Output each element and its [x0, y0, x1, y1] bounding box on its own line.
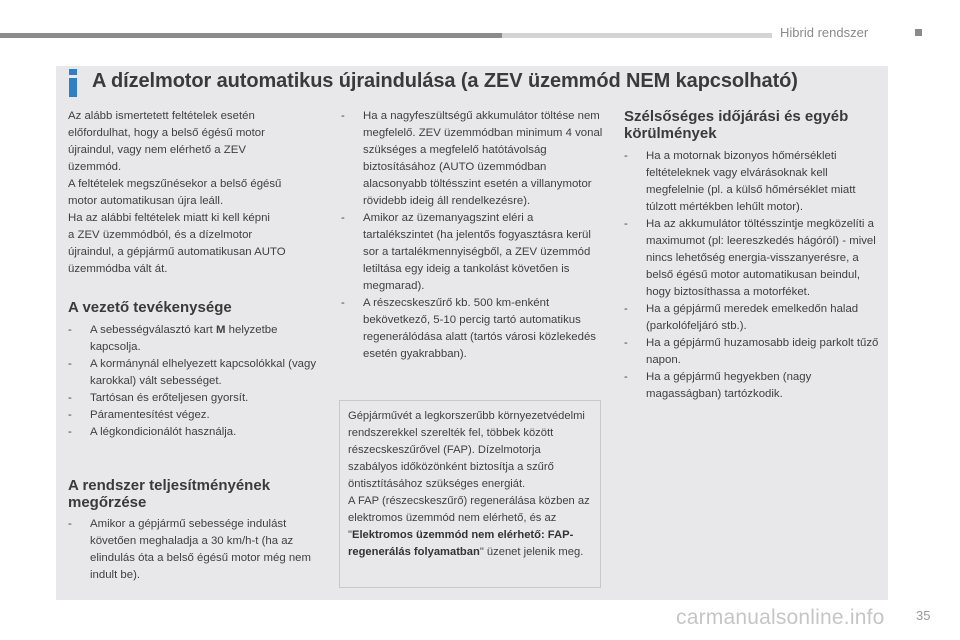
- list-item: - Ha a gépjármű hegyekben (nagy magasságban) tartózkodik.: [624, 369, 882, 403]
- list-item: - Amikor az üzemanyagszint eléri a tartalékszintet (ha jelentős fogyasztásra kerül sor a tartalékmennyiségből, a ZEV üzemmód letiltása egy ideig a tankolást követően is megmarad).: [341, 210, 603, 295]
- system-section-heading: A rendszer teljesítményének megőrzése: [68, 477, 271, 511]
- driver-actions-list: [68, 322, 318, 441]
- note-paragraph: A FAP (részecskeszűrő) regenerálása közben az elektromos üzemmód nem elérhető, és az "Elektromos üzemmód nem elérhető: FAP-regenerálás folyamatban" üzenet jelenik meg.: [348, 495, 590, 558]
- intro-paragraph: Az alább ismertetett feltételek esetén előfordulhat, hogy a belső égésű motor újraindul, vagy nem elérhető a ZEV üzemmód. A feltételek megszűnésekor a belső égésű motor automatikusan újra leáll. Ha az alábbi feltételek miatt ki kell képni a ZEV üzemmódból, és a dízelmotor újraindul, a gépjármű automatikusan AUTO üzemmódba vált át.: [68, 110, 286, 275]
- list-item: - Ha a gépjármű meredek emelkedőn halad (parkolófeljáró stb.).: [624, 301, 882, 335]
- watermark: carmanualsonline.info: [676, 606, 885, 629]
- weather-section-heading: Szélsőséges időjárási és egyéb körülmények: [624, 108, 849, 142]
- driver-section-heading: A vezető tevékenysége: [68, 299, 232, 316]
- system-conditions-list: [68, 516, 318, 584]
- list-item: - A sebességválasztó kart M helyzetbe kapcsolja.: [68, 322, 318, 356]
- battery-fuel-filter-list: [341, 108, 603, 363]
- header-rule-dark: [0, 33, 502, 38]
- list-item: - Amikor a gépjármű sebessége indulást követően meghaladja a 30 km/h-t (ha az elindulás óta a belső égésű motor még nem indult be).: [68, 516, 318, 584]
- list-item: - Ha a gépjármű huzamosabb ideig parkolt tűző napon.: [624, 335, 882, 369]
- note-paragraph: Gépjárművét a legkorszerűbb környezetvédelmi rendszerekkel szerelték fel, többek között részecskeszűrővel (FAP). Dízelmotorja szabályos időközönként biztosítja a szűrő öntisztításához szükséges energiát.: [348, 410, 585, 490]
- list-item: - Ha a nagyfeszültségű akkumulátor töltése nem megfelelő. ZEV üzemmódban minimum 4 vonal szükséges a megfelelő hatótávolság biztosításához (AUTO üzemmódban alacsonyabb töltésszint esetén a villanymotor rövidebb ideig áll rendelkezésre).: [341, 108, 603, 210]
- section-header-title: Hibrid rendszer: [780, 25, 869, 40]
- list-item: - A légkondicionálót használja.: [68, 424, 318, 441]
- list-item: - A kormánynál elhelyezett kapcsolókkal (vagy karokkal) vált sebességet.: [68, 356, 318, 390]
- list-item: - Ha az akkumulátor töltésszintje megközelíti a maximumot (pl: leereszkedés hágóról) - mivel nincs lehetőség energia-visszanyerésre, a belső égésű motor automatikusan beindul, hogy biztosíthassa a motorféket.: [624, 216, 882, 301]
- list-item: - Páramentesítést végez.: [68, 407, 318, 424]
- weather-conditions-list: [624, 148, 882, 403]
- info-icon: [66, 69, 80, 97]
- list-item: - Ha a motornak bizonyos hőmérsékleti feltételeknek vagy elvárásoknak kell megfelelnie (pl. a külső hőmérséklet miatt túlzott mértékben lehűlt motor).: [624, 148, 882, 216]
- header-square-marker: [915, 29, 922, 36]
- list-item: - Tartósan és erőteljesen gyorsít.: [68, 390, 318, 407]
- page-title: A dízelmotor automatikus újraindulása (a ZEV üzemmód NEM kapcsolható): [92, 70, 798, 92]
- fap-note-box: [339, 400, 601, 588]
- list-item: - A részecskeszűrő kb. 500 km-enként bekövetkező, 5-10 percig tartó automatikus regenerálódása alatt (tartós városi közlekedés esetén gyakrabban).: [341, 295, 603, 363]
- page-number: 35: [916, 608, 931, 623]
- header-rule-light: [502, 33, 772, 38]
